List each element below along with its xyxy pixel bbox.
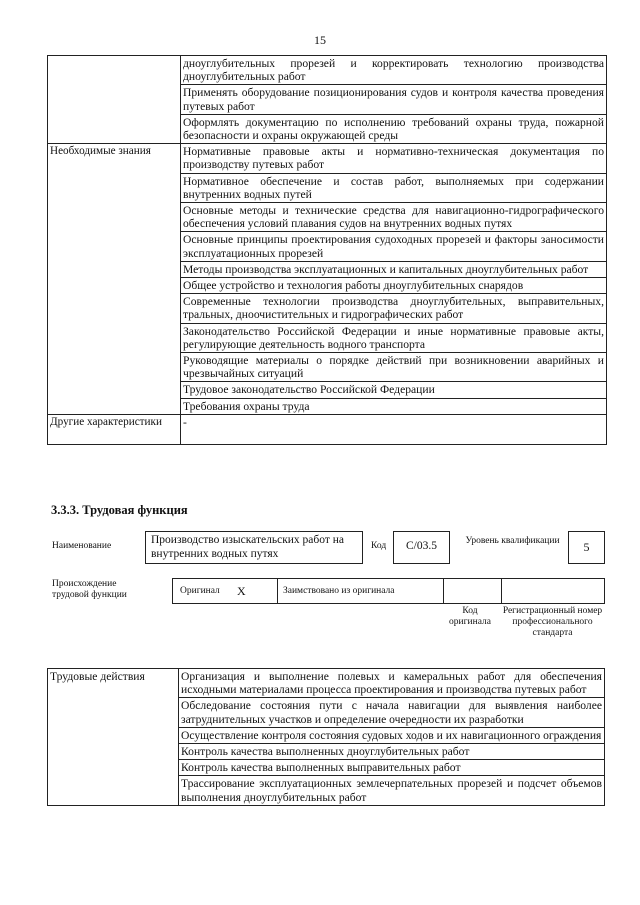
table-cell: Требования охраны труда [181, 398, 607, 414]
work-actions-table [47, 668, 605, 806]
table-cell: Осуществление контроля состояния судовых ходов и их навигационного ограждения [179, 727, 605, 743]
table-cell: Трассирование эксплуатационных землечерпательных прорезей и подсчет объемов выполнения дноуглубительных работ [179, 776, 605, 805]
origin-label: Происхождение трудовой функции [52, 579, 127, 600]
reg-number-label: Регистрационный номер профессионального стандарта [502, 606, 603, 638]
table-row [48, 414, 607, 444]
other-value: - [181, 414, 607, 444]
origin-row [172, 578, 605, 604]
code-label: Код [371, 541, 387, 551]
table-cell: Контроль качества выполненных выправительных работ [179, 760, 605, 776]
table-cell: Законодательство Российской Федерации и иные нормативные правовые акты, регулирующие деятельность водного транспорта [181, 323, 607, 352]
table-cell-label [48, 56, 181, 144]
page-number: 15 [314, 33, 326, 47]
section-title: 3.3.3. Трудовая функция [51, 503, 188, 517]
divider [277, 578, 278, 604]
code-original-label: Код оригинала [449, 606, 491, 627]
table-cell: Нормативные правовые акты и нормативно-техническая документация по производству путевых работ [181, 144, 607, 173]
divider [443, 578, 444, 604]
table-cell: Основные методы и технические средства для навигационно-гидрографического обеспечения условий плавания судов на внутренних водных путях [181, 203, 607, 232]
table-cell: Обследование состояния пути с начала навигации для выявления наиболее затруднительных участков и определение очередности их разработки [179, 698, 605, 727]
skills-knowledge-table [47, 55, 607, 445]
code-field: С/03.5 [393, 531, 450, 564]
table-row [48, 669, 605, 698]
table-cell: Методы производства эксплуатационных и капитальных дноуглубительных работ [181, 261, 607, 277]
table-cell: Контроль качества выполненных дноуглубительных работ [179, 744, 605, 760]
actions-label: Трудовые действия [48, 669, 179, 806]
table-cell: Современные технологии производства дноуглубительных, выправительных, тральных, дноочистительных и гидрографических работ [181, 294, 607, 323]
table-cell: дноуглубительных прорезей и корректировать технологию производства дноуглубительных работ [181, 56, 607, 85]
original-mark: X [237, 584, 246, 598]
other-label: Другие характеристики [48, 414, 181, 444]
function-name-field: Производство изыскательских работ на внутренних водных путях [145, 531, 363, 564]
level-field: 5 [568, 531, 605, 564]
table-cell: Нормативное обеспечение и состав работ, выполняемых при содержании внутренних водных путей [181, 173, 607, 202]
table-cell: Организация и выполнение полевых и камеральных работ для обеспечения исходными материалами процесса проектирования и производства путевых работ [179, 669, 605, 698]
name-label: Наименование [52, 541, 112, 551]
original-label: Оригинал [180, 586, 220, 596]
borrowed-label: Заимствовано из оригинала [283, 586, 395, 596]
table-cell: Оформлять документацию по исполнению требований охраны труда, пожарной безопасности и охраны окружающей среды [181, 114, 607, 143]
table-cell: Применять оборудование позиционирования судов и контроля качества проведения путевых работ [181, 85, 607, 114]
table-cell: Общее устройство и технология работы дноуглубительных снарядов [181, 278, 607, 294]
table-cell: Трудовое законодательство Российской Федерации [181, 382, 607, 398]
table-cell: Руководящие материалы о порядке действий при возникновении аварийных и чрезвычайных ситуаций [181, 353, 607, 382]
level-label: Уровень квалификации [465, 536, 560, 546]
table-row [48, 56, 607, 85]
table-cell: Основные принципы проектирования судоходных прорезей и факторы заносимости эксплуатационных прорезей [181, 232, 607, 261]
knowledge-label: Необходимые знания [48, 144, 181, 415]
divider [501, 578, 502, 604]
table-row [48, 144, 607, 173]
